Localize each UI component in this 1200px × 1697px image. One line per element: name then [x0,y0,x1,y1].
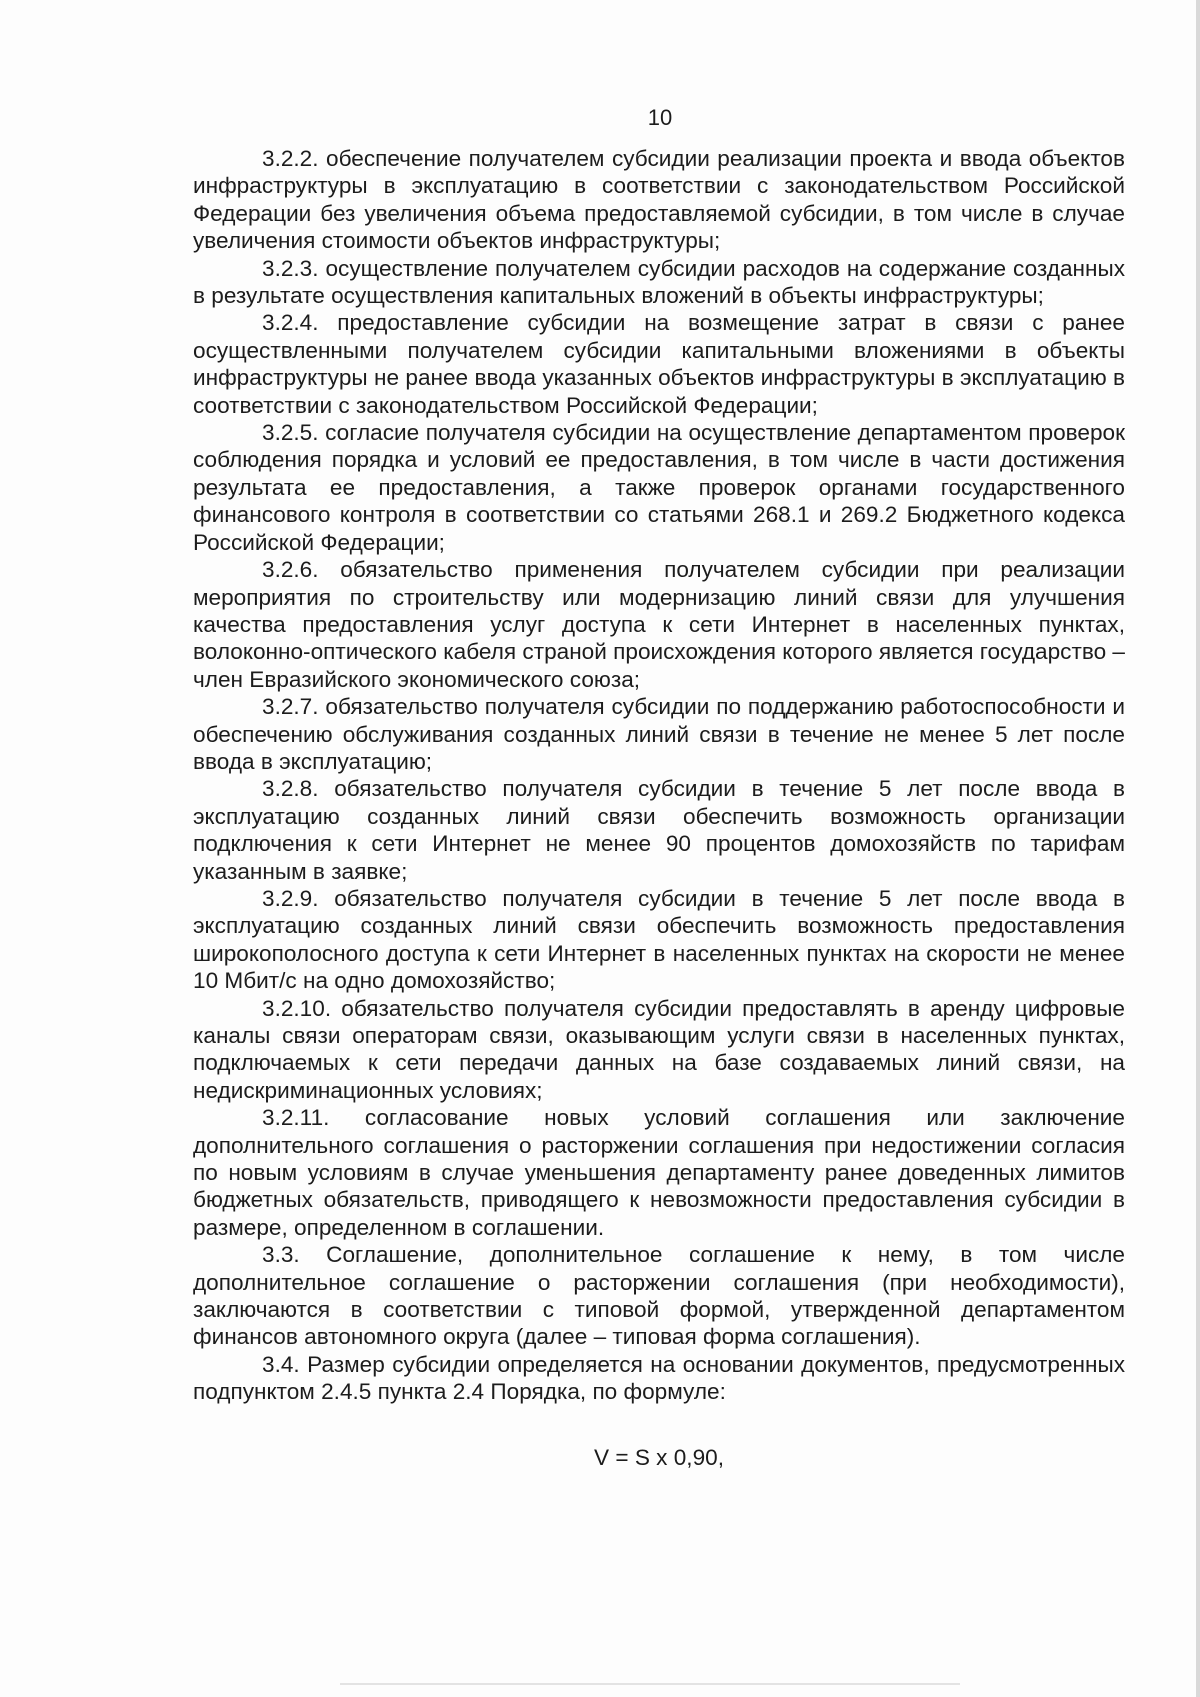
paragraph-3-4: 3.4. Размер субсидии определяется на основании документов, предусмотренных подпунктом 2.4.5 пункта 2.4 Порядка, по формуле: [193,1351,1125,1405]
paragraph-3-2-7: 3.2.7. обязательство получателя субсидии по поддержанию работоспособности и обеспечению обслуживания созданных линий связи в течение не менее 5 лет после ввода в эксплуатацию; [193,694,1125,774]
scan-artifact-line [340,1683,960,1685]
page-edge-shadow [1196,0,1200,1697]
paragraph-3-2-9: 3.2.9. обязательство получателя субсидии в течение 5 лет после ввода в эксплуатацию созданных линий связи обеспечить возможность предоставления широкополосного доступа к сети Интернет в населенных пунктах на скорости не менее 10 Мбит/с на одно домохозяйство; [193,885,1125,994]
paragraph-3-2-5: 3.2.5. согласие получателя субсидии на осуществление департаментом проверок соблюдения порядка и условий ее предоставления, в том числе в части достижения результата ее предоставления, а также проверок органами государственного финансового контроля в соответствии со статьями 268.1 и 269.2 Бюджетного кодекса Российской Федерации; [193,420,1125,555]
subsidy-formula: V = S x 0,90, [594,1444,724,1470]
document-body [193,145,1125,1471]
paragraph-3-2-3: 3.2.3. осуществление получателем субсидии расходов на содержание созданных в результате осуществления капитальных вложений в объекты инфраструктуры; [193,255,1125,309]
paragraph-3-2-11: 3.2.11. согласование новых условий соглашения или заключение дополнительного соглашения о расторжении соглашения при недостижении согласия по новым условиям в случае уменьшения департаменту ранее доведенных лимитов бюджетных обязательств, приводящего к невозможности предоставления субсидии в размере, определенном в соглашении. [193,1105,1125,1240]
paragraph-3-2-4: 3.2.4. предоставление субсидии на возмещение затрат в связи с ранее осуществленными получателем субсидии капитальными вложениями в объекты инфраструктуры не ранее ввода указанных объектов инфраструктуры в эксплуатацию в соответствии с законодательством Российской Федерации; [193,310,1125,418]
paragraph-3-3: 3.3. Соглашение, дополнительное соглашение к нему, в том числе дополнительное соглашение о расторжении соглашения (при необходимости), заключаются в соответствии с типовой формой, утвержденной департаментом финансов автономного округа (далее – типовая форма соглашения). [193,1242,1125,1350]
paragraph-3-2-2: 3.2.2. обеспечение получателем субсидии реализации проекта и ввода объектов инфраструктуры в эксплуатацию в соответствии с законодательством Российской Федерации без увеличения объема предоставляемой субсидии, в том числе в случае увеличения стоимости объектов инфраструктуры; [193,146,1125,254]
paragraph-3-2-6: 3.2.6. обязательство применения получателем субсидии при реализации мероприятия по строительству или модернизацию линий связи для улучшения качества предоставления услуг доступа к сети Интернет в населенных пунктах, волоконно-оптического кабеля страной происхождения которого является государство – член Евразийского экономического союза; [193,557,1125,692]
paragraph-3-2-8: 3.2.8. обязательство получателя субсидии в течение 5 лет после ввода в эксплуатацию созданных линий связи обеспечить возможность организации подключения к сети Интернет не менее 90 процентов домохозяйств по тарифам указанным в заявке; [193,776,1125,884]
page-number: 10 [647,105,673,130]
paragraph-3-2-10: 3.2.10. обязательство получателя субсидии предоставлять в аренду цифровые каналы связи операторам связи, оказывающим услуги связи в населенных пунктах, подключаемых к сети передачи данных на базе создаваемых линий связи, на недискриминационных условиях; [193,995,1125,1103]
